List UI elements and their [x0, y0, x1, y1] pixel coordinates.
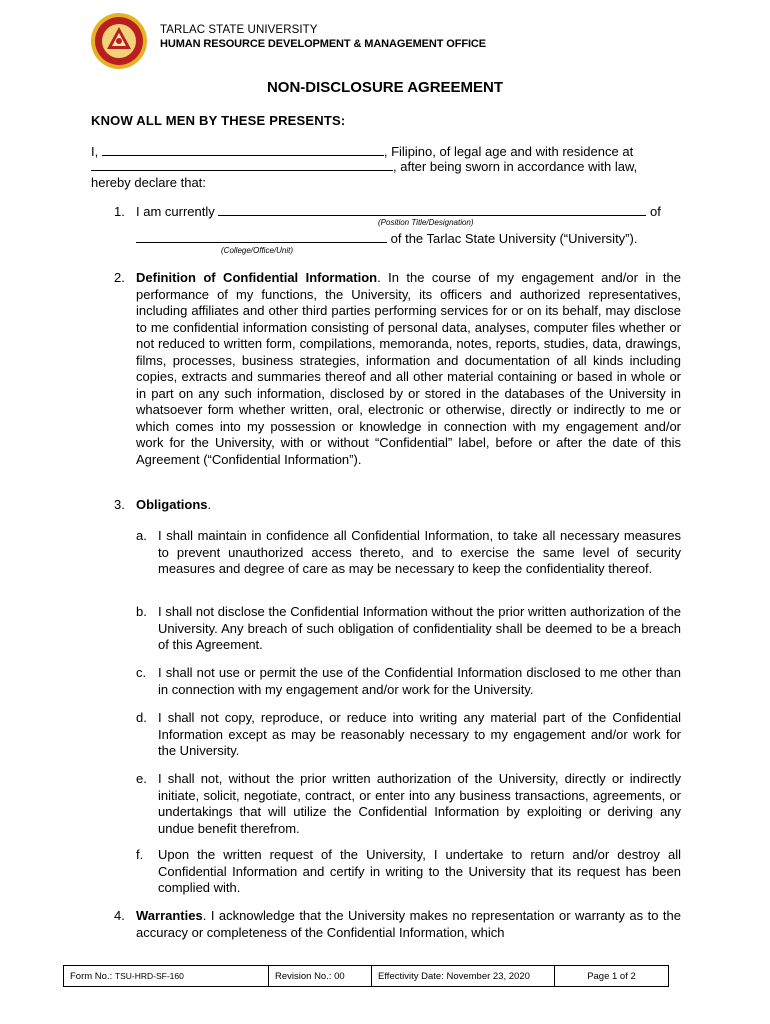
university-name: TARLAC STATE UNIVERSITY: [160, 24, 318, 36]
footer-effectivity-cell: Effectivity Date: November 23, 2020: [372, 966, 555, 986]
subitem-e-letter: e.: [136, 771, 147, 786]
subitem-c-letter: c.: [136, 665, 147, 680]
item-3-number: 3.: [114, 497, 125, 512]
footer-revision-cell: Revision No.: 00: [269, 966, 372, 986]
item-2-heading: Definition of Confidential Information: [136, 270, 378, 285]
item-3-heading: Obligations: [136, 497, 208, 512]
residence-blank[interactable]: [91, 159, 393, 171]
preamble-line-1: I, , Filipino, of legal age and with residence at: [91, 144, 634, 159]
footer-form-cell: Form No.: TSU-HRD-SF-160: [64, 966, 269, 986]
subitem-b-letter: b.: [136, 604, 147, 619]
item-1-number: 1.: [114, 204, 125, 219]
college-caption: (College/Office/Unit): [221, 246, 294, 255]
office-name: HUMAN RESOURCE DEVELOPMENT & MANAGEMENT OFFICE: [160, 38, 487, 50]
subitem-d-text: I shall not copy, reproduce, or reduce into writing any material part of the Confidential Information except as may be reasonably necessary to my engagement and/or work for the University.: [158, 710, 681, 758]
item-3-heading-line: Obligations.: [136, 497, 212, 512]
subitem-a-letter: a.: [136, 528, 147, 543]
subitem-d-letter: d.: [136, 710, 147, 725]
item-1-line-1: I am currently of: [136, 204, 661, 219]
form-footer: [63, 965, 669, 987]
name-blank[interactable]: [102, 144, 384, 156]
item-4-paragraph: Warranties. I acknowledge that the University makes no representation or warranty as to the accuracy or completeness of the Confidential Information, which: [136, 908, 681, 940]
item-2-number: 2.: [114, 270, 125, 285]
item-4-heading: Warranties: [136, 908, 203, 923]
position-caption: (Position Title/Designation): [378, 218, 474, 227]
document-title: NON-DISCLOSURE AGREEMENT: [266, 79, 504, 96]
college-blank[interactable]: [136, 231, 387, 243]
subitem-f-text: Upon the written request of the University, I undertake to return and/or destroy all Confidential Information and certify in writing to the University that its request has been complied with.: [158, 847, 681, 895]
footer-page-cell: Page 1 of 2: [587, 970, 636, 982]
university-seal-logo: [90, 12, 148, 70]
subitem-a-text: I shall maintain in confidence all Confidential Information, to take all necessary measures to prevent unauthorized access thereto, and to exercise the same level of security measures and degree of care as may be necessary to keep the confidentiality thereof.: [158, 528, 681, 576]
preamble-line-3: hereby declare that:: [91, 175, 206, 190]
preamble-heading: KNOW ALL MEN BY THESE PRESENTS:: [91, 113, 346, 128]
item-2-paragraph: Definition of Confidential Information. In the course of my engagement and/or in the performance of my functions, the University, its officers and authorized representatives, including affiliates and other third parties performing services for or on its behalf, may disclose to me confidential information consisting of personal data, analyses, computer files whether or not reduced to written form, compilations, memoranda, notes, reports, studies, data, drawings, films, processes, business strategies, information and documentation of all kinds including copies, extracts and summaries thereof and all other material containing or based in whole or in part on any such information, disclosed by or stored in the databases of the University in whatsoever form whether written, oral, electronic or otherwise, directly or indirectly to me or which comes into my possession or knowledge in connection with my engagement and/or work for the University, with or without “Confidential” label, before or after the date of this Agreement (“Confidential Information”).: [136, 270, 681, 467]
item-1-line-2: of the Tarlac State University (“University”).: [136, 231, 637, 246]
subitem-c-text: I shall not use or permit the use of the Confidential Information disclosed to me other than in connection with my engagement and/or work for the University.: [158, 665, 681, 697]
item-4-number: 4.: [114, 908, 125, 923]
subitem-b-text: I shall not disclose the Confidential Information without the prior written authorization of the University. Any breach of such obligation of confidentiality shall be deemed to be a breach of this Agreement.: [158, 604, 681, 652]
subitem-e-text: I shall not, without the prior written authorization of the University, directly or indirectly initiate, solicit, negotiate, contract, or enter into any business transactions, agreements, or undertakings that will utilize the Confidential Information by exploiting or deriving any undue benefit therefrom.: [158, 771, 681, 836]
subitem-f-letter: f.: [136, 847, 144, 862]
preamble-line-2: , after being sworn in accordance with law,: [91, 159, 637, 174]
position-blank[interactable]: [218, 204, 646, 216]
